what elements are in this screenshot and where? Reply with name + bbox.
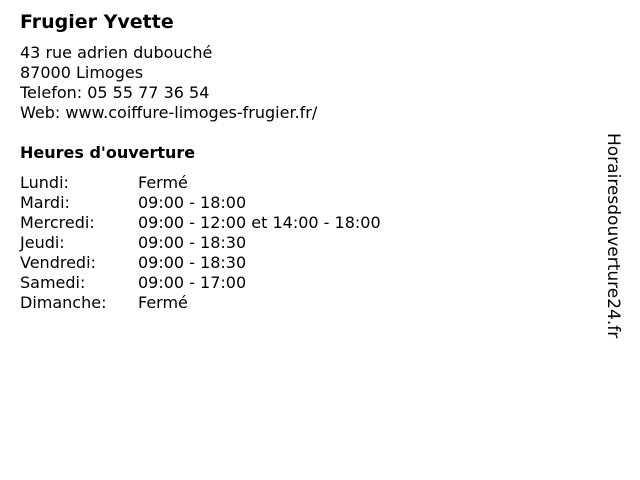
day-label: Samedi:: [20, 273, 86, 292]
day-hours: 09:00 - 18:30: [138, 253, 247, 272]
day-label: Vendredi:: [20, 253, 96, 272]
hours-row-monday: [20, 173, 381, 193]
address-city: 87000 Limoges: [20, 63, 144, 82]
hours-row-friday: [20, 253, 381, 273]
hours-row-saturday: [20, 273, 381, 293]
day-label: Mercredi:: [20, 213, 95, 232]
address-street: 43 rue adrien dubouché: [20, 43, 213, 62]
day-hours: 09:00 - 17:00: [138, 273, 247, 292]
hours-row-wednesday: [20, 213, 381, 233]
day-hours: 09:00 - 18:30: [138, 233, 247, 252]
day-label: Jeudi:: [20, 233, 65, 252]
hours-row-sunday: [20, 293, 381, 313]
business-card: [20, 10, 580, 313]
day-hours: Fermé: [138, 173, 188, 192]
opening-hours-table: [20, 173, 381, 313]
day-label: Lundi:: [20, 173, 69, 192]
day-hours: 09:00 - 18:00: [138, 193, 247, 212]
day-hours: 09:00 - 12:00 et 14:00 - 18:00: [138, 213, 381, 232]
day-hours: Fermé: [138, 293, 188, 312]
hours-row-thursday: [20, 233, 381, 253]
day-label: Dimanche:: [20, 293, 107, 312]
business-name: Frugier Yvette: [20, 11, 174, 33]
hours-row-tuesday: [20, 193, 381, 213]
website-link[interactable]: Web: www.coiffure-limoges-frugier.fr/: [20, 103, 318, 122]
phone-number: Telefon: 05 55 77 36 54: [20, 83, 210, 102]
side-brand-watermark: Horairesdouverture24.fr: [603, 133, 623, 339]
opening-hours-heading: Heures d'ouverture: [20, 143, 196, 162]
day-label: Mardi:: [20, 193, 70, 212]
